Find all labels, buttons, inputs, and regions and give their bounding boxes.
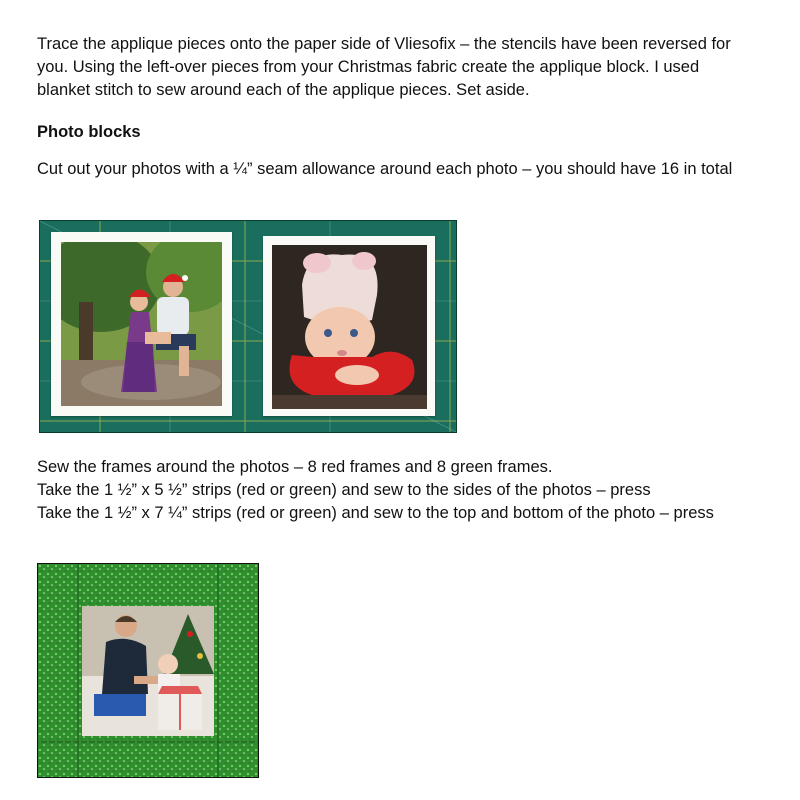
father-and-baby-photo <box>82 606 214 736</box>
sew-frames-line-3: Take the 1 ½” x 7 ¼” strips (red or green) and sew to the top and bottom of the photo – press <box>37 504 714 522</box>
photos-on-cutting-mat-image <box>39 220 457 433</box>
baby-photo-print <box>263 236 435 416</box>
sew-frames-line-2: Take the 1 ½” x 5 ½” strips (red or green) and sew to the sides of the photos – press <box>37 481 651 499</box>
cut-photos-paragraph: Cut out your photos with a ¼” seam allowance around each photo – you should have 16 in total <box>37 160 733 178</box>
baby-photo <box>272 245 427 409</box>
couple-photo <box>61 242 222 406</box>
section-heading: Photo blocks <box>37 123 141 141</box>
intro-paragraph: Trace the applique pieces onto the paper side of Vliesofix – the stencils have been reversed for you. Using the left-over pieces from your Christmas fabric create the applique block. I used blanket stitch to sew around each of the applique pieces. Set aside. <box>37 35 731 99</box>
couple-photo-print <box>51 232 232 416</box>
green-framed-photo-block-image <box>37 563 259 778</box>
green-fabric-frame <box>38 564 258 777</box>
sew-frames-line-1: Sew the frames around the photos – 8 red frames and 8 green frames. <box>37 458 553 476</box>
sew-frames-instructions <box>37 456 737 525</box>
